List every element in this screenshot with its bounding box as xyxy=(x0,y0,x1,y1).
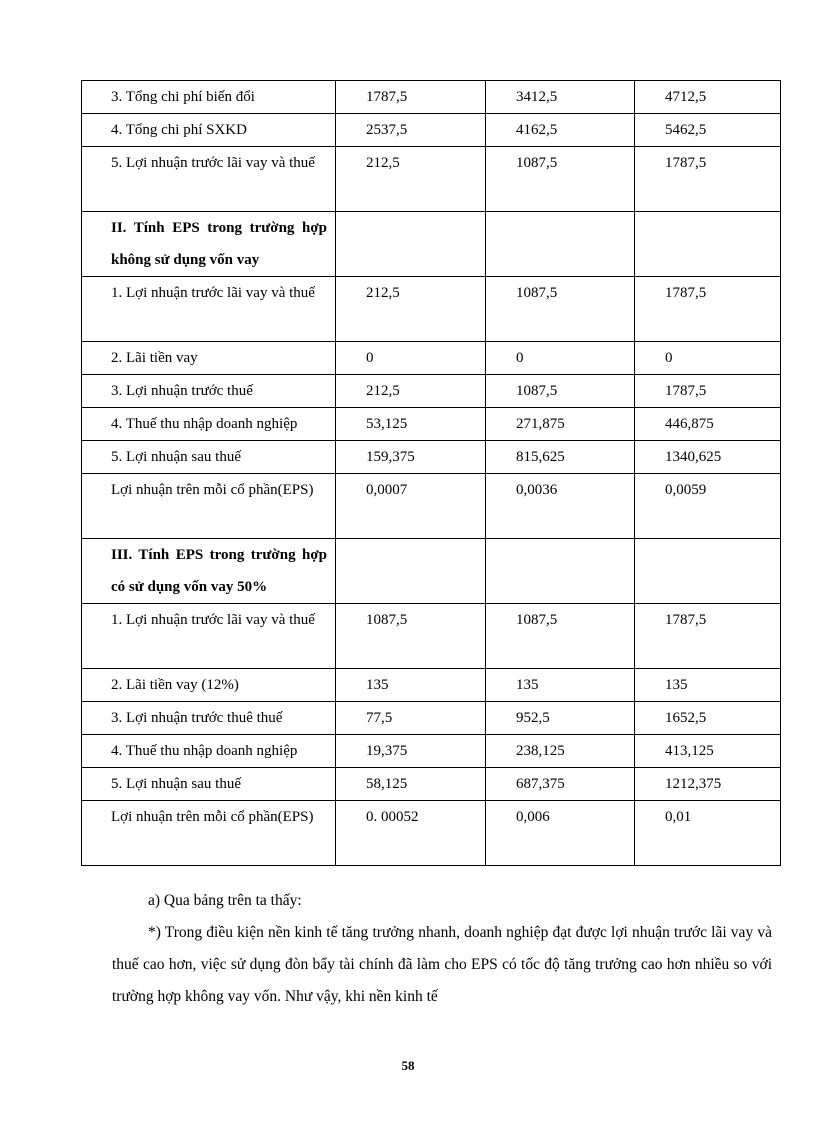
table-row xyxy=(82,342,781,375)
row-value-3: 135 xyxy=(635,669,781,702)
row-value-3: 413,125 xyxy=(635,735,781,768)
row-value-3: 0,0059 xyxy=(635,474,781,539)
row-value-2: 271,875 xyxy=(486,408,635,441)
row-label: II. Tính EPS trong trường hợp không sử dụng vốn vay xyxy=(82,212,336,277)
table-row xyxy=(82,81,781,114)
row-value-2 xyxy=(486,539,635,604)
eps-table-body xyxy=(82,81,781,866)
table-section-row xyxy=(82,539,781,604)
table-row xyxy=(82,735,781,768)
row-value-1: 159,375 xyxy=(336,441,486,474)
row-value-2: 0 xyxy=(486,342,635,375)
row-value-1: 58,125 xyxy=(336,768,486,801)
row-value-1 xyxy=(336,539,486,604)
row-value-1: 53,125 xyxy=(336,408,486,441)
row-value-1: 1087,5 xyxy=(336,604,486,669)
row-value-1 xyxy=(336,212,486,277)
row-value-2: 135 xyxy=(486,669,635,702)
row-label: 1. Lợi nhuận trước lãi vay và thuế xyxy=(82,604,336,669)
table-row xyxy=(82,114,781,147)
row-value-1: 0,0007 xyxy=(336,474,486,539)
row-value-2: 687,375 xyxy=(486,768,635,801)
row-value-2: 0,006 xyxy=(486,801,635,866)
row-label: 5. Lợi nhuận sau thuế xyxy=(82,441,336,474)
row-value-1: 0 xyxy=(336,342,486,375)
table-row xyxy=(82,441,781,474)
table-row xyxy=(82,604,781,669)
row-label: 2. Lãi tiền vay xyxy=(82,342,336,375)
table-row xyxy=(82,147,781,212)
paragraph-body: *) Trong điều kiện nền kinh tế tăng trưởng nhanh, doanh nghiệp đạt được lợi nhuận trước lãi vay và thuế cao hơn, việc sử dụng đòn bẩy tài chính đã làm cho EPS có tốc độ tăng trưởng cao hơn nhiều so với trường hợp không vay vốn. Như vậy, khi nền kinh tế xyxy=(112,924,772,1005)
row-value-1: 212,5 xyxy=(336,277,486,342)
row-value-2: 1087,5 xyxy=(486,277,635,342)
row-value-3: 0,01 xyxy=(635,801,781,866)
row-value-2: 952,5 xyxy=(486,702,635,735)
row-value-3: 1652,5 xyxy=(635,702,781,735)
row-value-2 xyxy=(486,212,635,277)
row-label: 3. Tổng chi phí biến đổi xyxy=(82,81,336,114)
row-value-2: 238,125 xyxy=(486,735,635,768)
row-value-1: 212,5 xyxy=(336,147,486,212)
row-value-2: 815,625 xyxy=(486,441,635,474)
table-row xyxy=(82,375,781,408)
row-value-3: 446,875 xyxy=(635,408,781,441)
row-value-3: 1787,5 xyxy=(635,375,781,408)
row-value-3 xyxy=(635,212,781,277)
row-value-3: 1340,625 xyxy=(635,441,781,474)
paragraph-intro: a) Qua bảng trên ta thấy: xyxy=(148,892,302,909)
row-value-2: 1087,5 xyxy=(486,147,635,212)
row-label: Lợi nhuận trên mỗi cổ phần(EPS) xyxy=(82,474,336,539)
row-value-1: 212,5 xyxy=(336,375,486,408)
row-value-1: 19,375 xyxy=(336,735,486,768)
row-value-3: 1787,5 xyxy=(635,277,781,342)
table-row xyxy=(82,768,781,801)
row-value-2: 0,0036 xyxy=(486,474,635,539)
row-label: 5. Lợi nhuận sau thuế xyxy=(82,768,336,801)
eps-table xyxy=(81,80,781,866)
row-label: III. Tính EPS trong trường hợp có sử dụng vốn vay 50% xyxy=(82,539,336,604)
row-value-3: 1787,5 xyxy=(635,604,781,669)
table-row xyxy=(82,474,781,539)
row-label: 3. Lợi nhuận trước thuế xyxy=(82,375,336,408)
row-value-2: 3412,5 xyxy=(486,81,635,114)
row-value-2: 1087,5 xyxy=(486,375,635,408)
row-label: 4. Thuế thu nhập doanh nghiệp xyxy=(82,735,336,768)
row-label: 4. Tổng chi phí SXKD xyxy=(82,114,336,147)
row-value-1: 2537,5 xyxy=(336,114,486,147)
row-value-2: 1087,5 xyxy=(486,604,635,669)
row-label: 2. Lãi tiền vay (12%) xyxy=(82,669,336,702)
row-label: 5. Lợi nhuận trước lãi vay và thuế xyxy=(82,147,336,212)
row-value-3: 0 xyxy=(635,342,781,375)
table-section-row xyxy=(82,212,781,277)
row-value-3 xyxy=(635,539,781,604)
page-number: 58 xyxy=(401,1058,415,1073)
row-value-1: 77,5 xyxy=(336,702,486,735)
row-value-3: 4712,5 xyxy=(635,81,781,114)
table-row xyxy=(82,408,781,441)
row-value-1: 0. 00052 xyxy=(336,801,486,866)
row-value-3: 1787,5 xyxy=(635,147,781,212)
table-row xyxy=(82,801,781,866)
row-value-3: 5462,5 xyxy=(635,114,781,147)
row-value-1: 1787,5 xyxy=(336,81,486,114)
row-value-1: 135 xyxy=(336,669,486,702)
row-value-2: 4162,5 xyxy=(486,114,635,147)
table-row xyxy=(82,277,781,342)
row-label: 3. Lợi nhuận trước thuê thuế xyxy=(82,702,336,735)
row-label: Lợi nhuận trên mỗi cổ phần(EPS) xyxy=(82,801,336,866)
row-label: 4. Thuế thu nhập doanh nghiệp xyxy=(82,408,336,441)
table-row xyxy=(82,669,781,702)
table-row xyxy=(82,702,781,735)
row-label: 1. Lợi nhuận trước lãi vay và thuế xyxy=(82,277,336,342)
row-value-3: 1212,375 xyxy=(635,768,781,801)
